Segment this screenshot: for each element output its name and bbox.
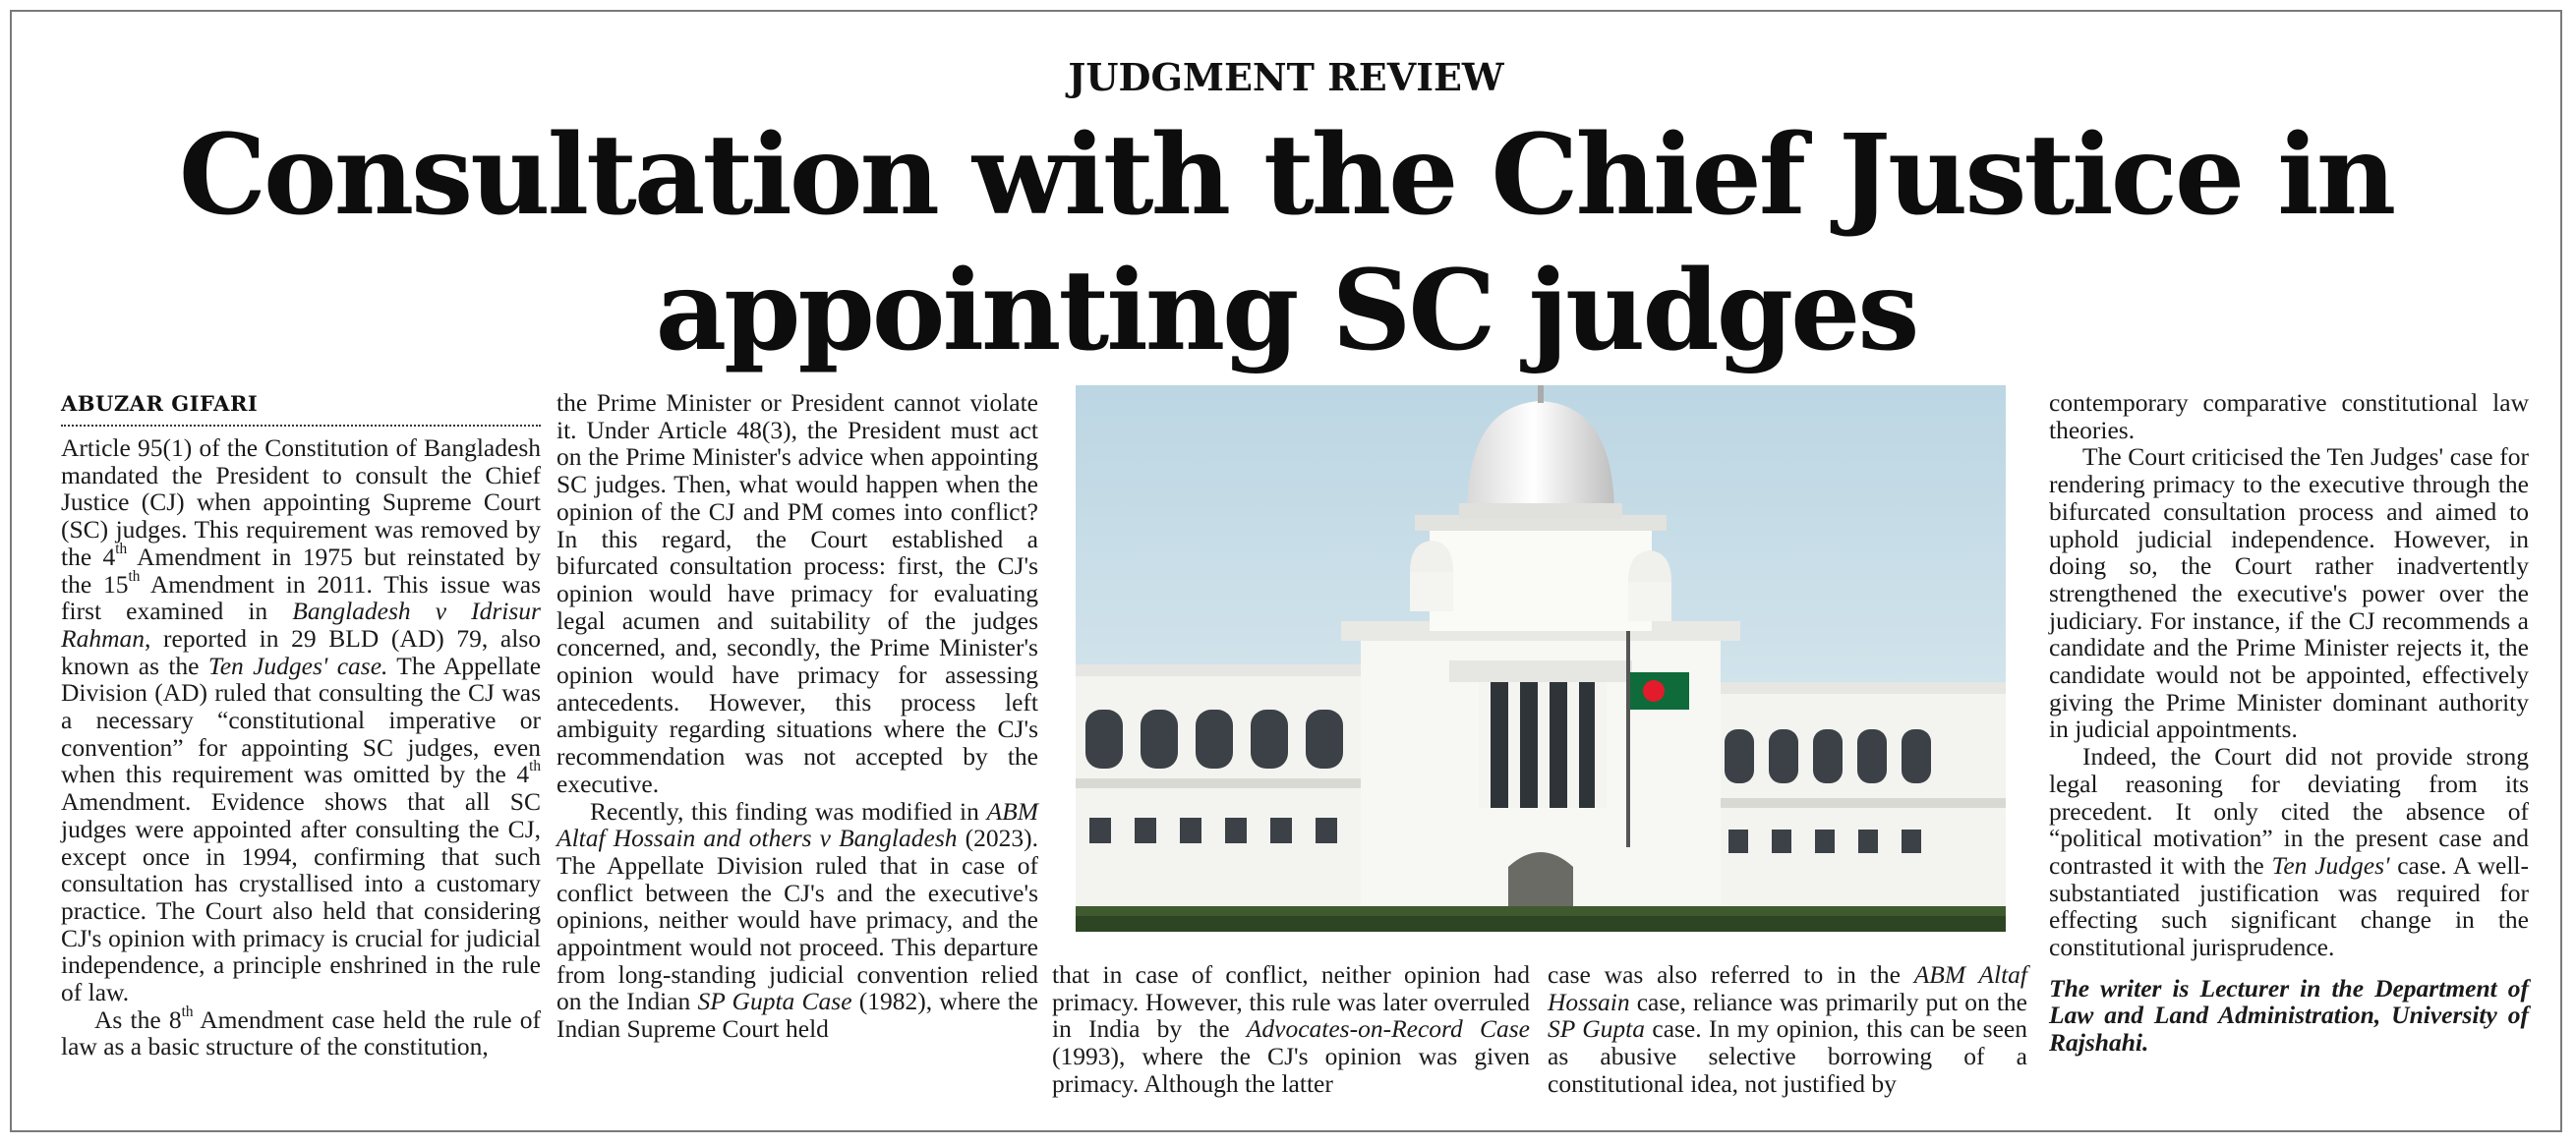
article-column-3 xyxy=(1052,961,1530,1098)
text-run: Amendment in 1975 but reinstated by the 15 xyxy=(61,542,541,599)
text-run: As the 8 xyxy=(94,1004,182,1034)
case-name: Ten Judges' xyxy=(2271,850,2390,880)
article-column-5 xyxy=(2049,389,2529,1057)
text-run: case. A well-substantiated justification was required for effecting such significant change in the constitutional jurisprudence. xyxy=(2049,850,2529,962)
article-column-4 xyxy=(1548,961,2027,1098)
building-illustration xyxy=(1076,385,2006,932)
text-run: Amendment in 2011. This issue was first examined in xyxy=(61,569,541,626)
byline: ABUZAR GIFARI xyxy=(61,391,259,416)
superscript: th xyxy=(115,540,128,557)
text-run: Amendment case held the rule of law as a basic structure of the constitution, xyxy=(61,1004,541,1061)
paragraph: the Prime Minister or President cannot violate it. Under Article 48(3), the President must act on the Prime Minister's advice when appointing SC judges. Then, what would happen when the opinion of the CJ and PM comes into conflict? In this regard, the Court established a bifurcated consultation process: first, the CJ's opinion would have primacy for evaluating legal acumen and suitability of the judges concerned, and, secondly, the Prime Minister's opinion would have primacy for assessing antecedents. However, this process left ambiguity regarding situations where the CJ's recommendation was not accepted by the executive. xyxy=(556,388,1038,798)
superscript: th xyxy=(128,567,141,585)
case-name: ABM Altaf Hossain xyxy=(1548,960,2027,1016)
text-run: (1993), where the CJ's opinion was given primacy. Although the latter xyxy=(1052,1042,1530,1098)
case-name: SP Gupta Case xyxy=(697,987,852,1016)
article-column-2 xyxy=(556,389,1038,1043)
article-column-1 xyxy=(61,434,541,1060)
headline xyxy=(12,108,2560,379)
byline-divider xyxy=(61,425,541,427)
paragraph xyxy=(61,434,541,1006)
paragraph xyxy=(1052,961,1530,1098)
text-run: Indeed, the Court did not provide strong legal reasoning for deviating from its precedent. It only cited the absence of “political motivation” in the present case and contrasted it with the xyxy=(2049,742,2529,880)
headline-line-2: appointing SC judges xyxy=(655,247,1917,375)
superscript: th xyxy=(181,1003,194,1020)
text-run: Recently, this finding was modified in xyxy=(590,796,987,826)
text-run: case was also referred to in the xyxy=(1548,960,1914,989)
paragraph: The Court criticised the Ten Judges' case for rendering primacy to the executive through the bifurcated consultation process and aimed to uphold judicial independence. However, in doing so, the Court rather inadvertently strengthened the executive's power over the judiciary. For instance, if the CJ recommends a candidate and the Prime Minister rejects it, the candidate would not be appointed, effectively giving the Prime Minister dominant authority in judicial appointments. xyxy=(2049,442,2529,744)
case-name: SP Gupta xyxy=(1548,1014,1645,1044)
text-run: Article 95(1) of the Constitution of Bangladesh mandated the President to consult the Chief Justice (CJ) when appointing Supreme Court (SC) judges. This requirement was removed by the 4 xyxy=(61,433,541,571)
case-name: ABM Altaf Hossain and others v Bangladesh xyxy=(556,796,1038,853)
paragraph: contemporary comparative constitutional law theories. xyxy=(2049,388,2529,444)
text-run: that in case of conflict, neither opinion had primacy. However, this rule was later overruled in India by the xyxy=(1052,960,1530,1044)
paragraph xyxy=(2049,743,2529,961)
headline-line-1: Consultation with the Chief Justice in xyxy=(178,111,2394,240)
case-name: Bangladesh v Idrisur Rahman xyxy=(61,597,541,653)
supreme-court-building-photo xyxy=(1076,385,2006,932)
text-run: , reported in 29 BLD (AD) 79, also known as the xyxy=(61,623,541,680)
newspaper-page xyxy=(10,10,2562,1132)
text-run: case. In my opinion, this can be seen as abusive selective borrowing of a constitutional idea, not justified by xyxy=(1548,1014,2027,1098)
paragraph xyxy=(1548,961,2027,1098)
text-run: The Appellate Division (AD) ruled that consulting the CJ was a necessary “constitutional imperative or convention” for appointing SC judges, even when this requirement was omitted by the 4 xyxy=(61,651,542,789)
case-name: Advocates-on-Record Case xyxy=(1246,1014,1530,1044)
text-run: case, reliance was primarily put on the xyxy=(1629,987,2027,1016)
text-run: (2023). The Appellate Division ruled that in case of conflict between the CJ's and the executive's opinions, neither would have primacy, and the appointment would not proceed. This departure from long-standing judicial convention relied on the Indian xyxy=(556,824,1038,1016)
case-name: Ten Judges' case. xyxy=(207,651,388,680)
superscript: th xyxy=(529,758,541,775)
text-run: Amendment. Evidence shows that all SC judges were appointed after consulting the CJ, except once in 1994, confirming that such consultation has crystallised into a customary practice. The Court also held that considering CJ's opinion with primacy is crucial for judicial independence, a principle enshrined in the rule of law. xyxy=(61,787,541,1007)
text-run: (1982), where the Indian Supreme Court held xyxy=(556,987,1038,1044)
paragraph xyxy=(556,798,1038,1043)
author-signature: The writer is Lecturer in the Department of Law and Land Administration, University of Rajshahi. xyxy=(2049,973,2529,1058)
section-kicker: JUDGMENT REVIEW xyxy=(1068,55,1504,99)
paragraph xyxy=(61,1003,541,1061)
